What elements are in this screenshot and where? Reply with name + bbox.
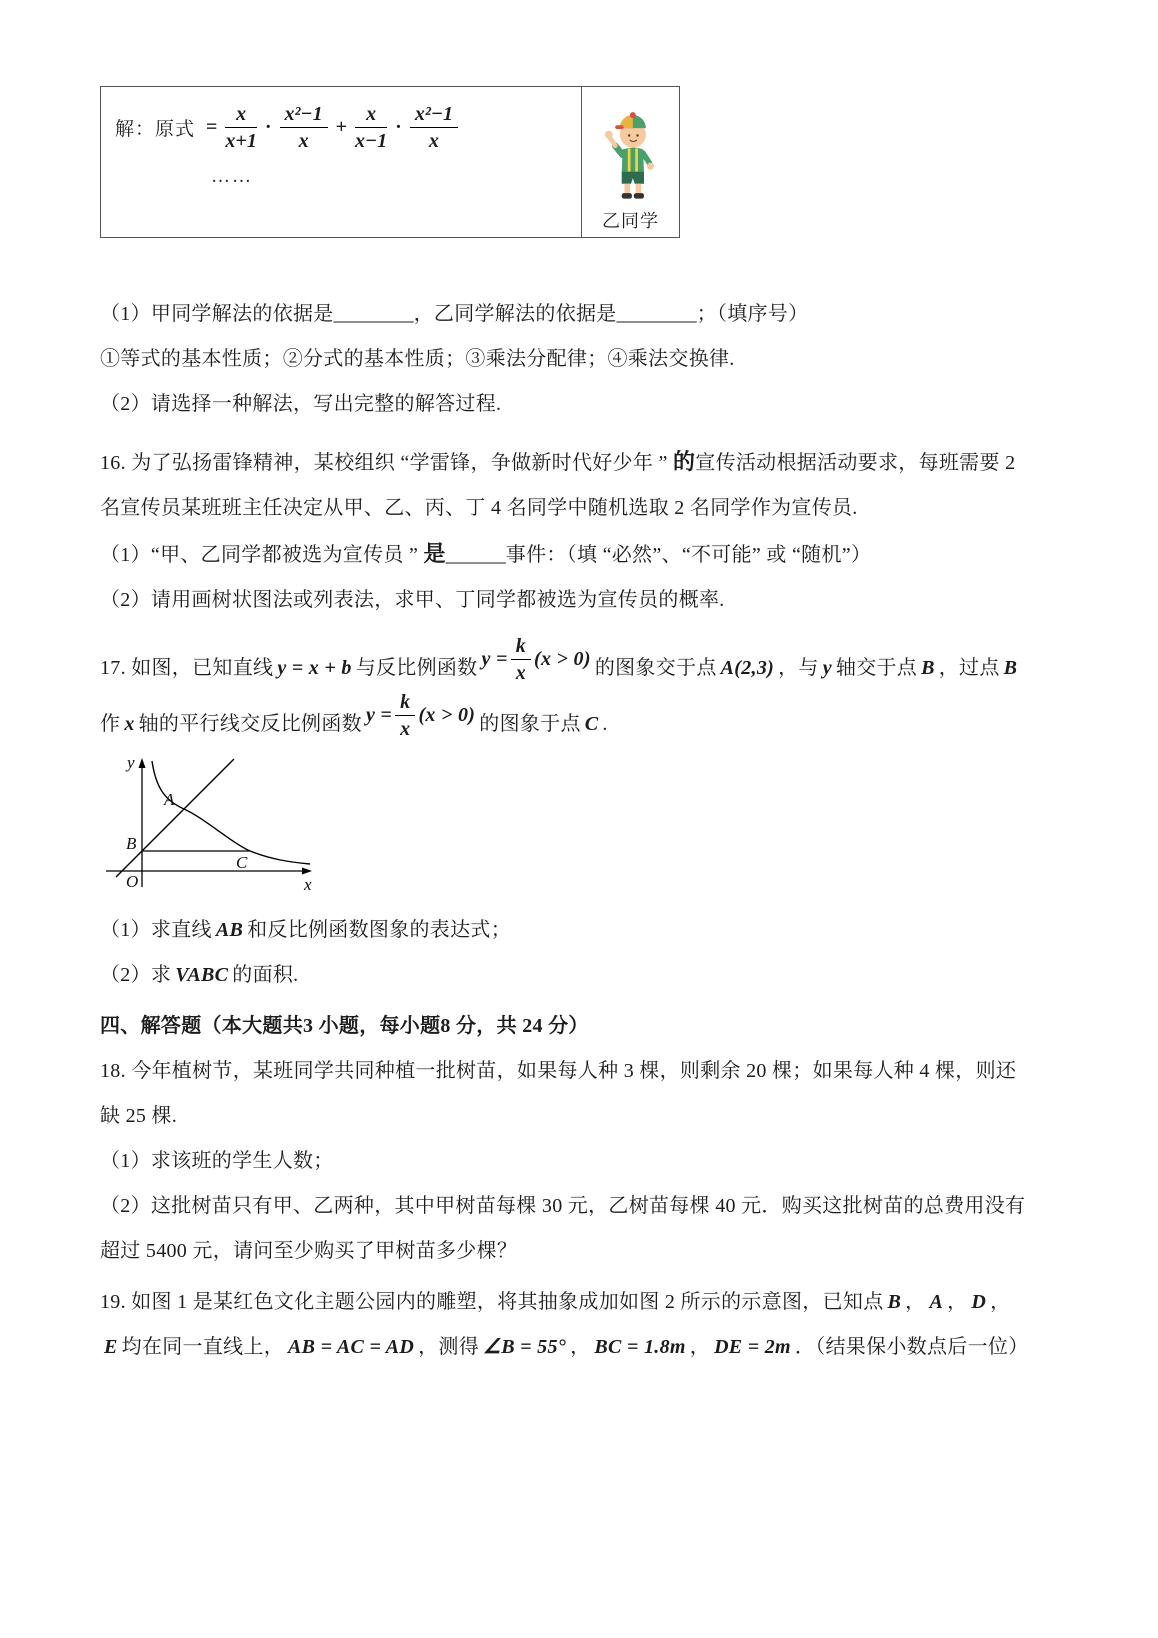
student-cell [581,87,679,237]
inline-math-y: y [822,657,832,679]
math-text: (x > 0) [418,704,476,726]
text-run: （1）甲同学解法的依据是 [100,303,334,325]
inline-math-angle-B: ∠B = 55° [483,1336,567,1358]
inline-math-inverse-function [482,635,591,684]
inline-math-DE: DE = 2m [714,1336,791,1358]
inline-math-B: B [1003,657,1018,679]
graph-label-A: A [164,790,175,809]
fraction-2 [280,103,328,152]
q19-line2 [100,1325,1062,1370]
ellipsis-text: …… [211,166,253,187]
multiply-dot-icon: · [395,116,402,138]
fraction-denominator: x [515,662,526,684]
equals-sign: = [206,116,218,138]
answer-blank: ________ [333,303,414,325]
inline-math-B: B [887,1291,902,1313]
text-run: 17. 如图，已知直线 [100,657,274,679]
q17-part2 [100,953,1062,998]
q17-line1 [100,635,1062,691]
fraction-denominator: x+1 [225,130,257,152]
graph-label-x: x [304,875,312,894]
inline-math-inverse-function [366,691,475,740]
inline-math-line-equation: y = x + b [277,657,352,679]
q18-line1: 18. 今年植树节，某班同学共同种植一批树苗，如果每人种 3 棵，则剩余 20 棵；如果每人种 4 棵，则还 [100,1060,1017,1082]
text-run: ，测得 [418,1336,480,1358]
q15-part2: （2）请选择一种解法，写出完整的解答过程. [100,393,502,415]
text-run: 作 [100,713,121,735]
emphasis-char: 是 [423,541,446,566]
q17-line2 [100,691,1062,747]
text-run: 均在同一直线上， [121,1336,285,1358]
math-text: y = [481,648,508,670]
fraction-numerator: k [511,635,531,660]
inline-math-B: B [921,657,935,679]
inline-math-point-A: A(2,3) [720,657,775,679]
fraction-denominator: x [298,130,309,152]
fraction-1 [225,103,256,152]
inline-math-C: C [584,713,599,735]
multiply-dot-icon: · [264,116,272,138]
graph-label-y: y [127,753,135,772]
q18-part2-line2: 超过 5400 元，请问至少购买了甲树苗多少棵？ [100,1240,518,1262]
text-run: 19. 如图 1 是某红色文化主题公园内的雕塑，将其抽象成加如图 2 所示的示意图，已知点 [100,1291,884,1313]
text-run: . [602,713,608,735]
q18-line2: 缺 25 棵. [100,1105,178,1127]
inline-math-x: x [124,713,135,735]
answer-blank: ________ [616,303,697,325]
inline-math-E: E [104,1336,118,1358]
inline-math-AB: AB [215,919,244,941]
fraction-denominator: x−1 [355,130,388,152]
text-run: 与反比例函数 [355,657,478,679]
fraction-numerator: x [355,103,387,128]
q19-line1 [100,1280,1062,1325]
q16-line1 [100,439,1062,486]
q18-part1: （1）求该班的学生人数； [100,1150,334,1172]
text-run: ， [905,1291,926,1313]
text-run: （1）求直线 [100,919,212,941]
fraction-numerator: x [225,103,256,128]
q17-part1 [100,908,1062,953]
solution-box [100,86,680,238]
text-run: 轴的平行线交反比例函数 [138,713,362,735]
q16-part2: （2）请用画树状图法或列表法，求甲、丁同学都被选为宣传员的概率. [100,589,725,611]
text-run: （2）求 [100,964,172,986]
text-run: ．（结果保小数点后一位） [794,1336,1029,1358]
emphasis-char: 的 [672,449,696,474]
answer-blank: ______ [445,544,506,566]
text-run: ， [570,1336,591,1358]
graph-label-B: B [126,834,137,853]
plus-sign: + [335,116,348,138]
text-run: 的图象交于点 [594,657,717,679]
solution-prefix: 解：原式 [115,119,196,140]
fraction-denominator: x [428,130,439,152]
solution-work-area [101,87,581,237]
fraction-3 [355,103,387,152]
text-run: ， [990,1291,1011,1313]
text-run: ， [947,1291,968,1313]
inline-math-equal-segments: AB = AC = AD [288,1336,415,1358]
fraction-numerator: x²−1 [410,103,458,128]
q17-function-graph [100,751,322,897]
text-run: 事件：（填 “必然”、“不可能” 或 “随机”） [505,544,872,566]
text-run: ， [689,1336,711,1358]
student-caption: 乙同学 [602,211,659,231]
fraction [511,635,531,684]
text-run: （1）“甲、乙同学都被选为宣传员 ” [100,544,424,566]
math-text: (x > 0) [534,648,591,670]
q16-part1 [100,531,1062,578]
fraction-numerator: x²−1 [280,103,328,128]
fraction-4 [410,103,458,152]
math-text: y = [365,704,393,726]
inline-math-BC: BC = 1.8m [594,1336,686,1358]
text-run: ，过点 [938,657,1000,679]
text-run: ，乙同学解法的依据是 [413,303,617,325]
q16-line2: 名宣传员某班班主任决定从甲、乙、丙、丁 4 名同学中随机选取 2 名同学作为宣传员. [100,497,858,519]
inline-math-D: D [971,1291,987,1313]
student-cartoon-image [592,105,670,205]
solution-equation [115,103,575,152]
fraction-numerator: k [395,691,415,716]
q17-graph-container [100,751,1062,902]
text-run: ，与 [778,657,819,679]
q18-part2-line1: （2）这批树苗只有甲、乙两种，其中甲树苗每棵 30 元，乙树苗每棵 40 元．购买这批树苗的总费用没有 [100,1195,1026,1217]
text-run: ；（填序号） [696,303,809,325]
q15-part1 [100,292,1062,337]
text-run: 和反比例函数图象的表达式； [247,919,511,941]
graph-label-C: C [236,853,248,872]
text-run: 的图象于点 [479,713,581,735]
text-run: 宣传活动根据活动要求，每班需要 2 [695,452,1016,474]
graph-label-O: O [126,872,139,891]
fraction [395,691,415,740]
section-four-title: 四、解答题（本大题共3 小题，每小题8 分，共 24 分） [100,1015,589,1037]
inline-math-triangle-ABC: VABC [175,964,229,986]
text-run: 的面积. [232,964,299,986]
fraction-denominator: x [400,718,411,740]
text-run: 轴交于点 [835,657,918,679]
q15-options: ①等式的基本性质；②分式的基本性质；③乘法分配律；④乘法交换律. [100,348,735,370]
text-run: 16. 为了弘扬雷锋精神，某校组织 “学雷锋，争做新时代好少年 ” [100,452,673,474]
inline-math-A: A [929,1291,944,1313]
